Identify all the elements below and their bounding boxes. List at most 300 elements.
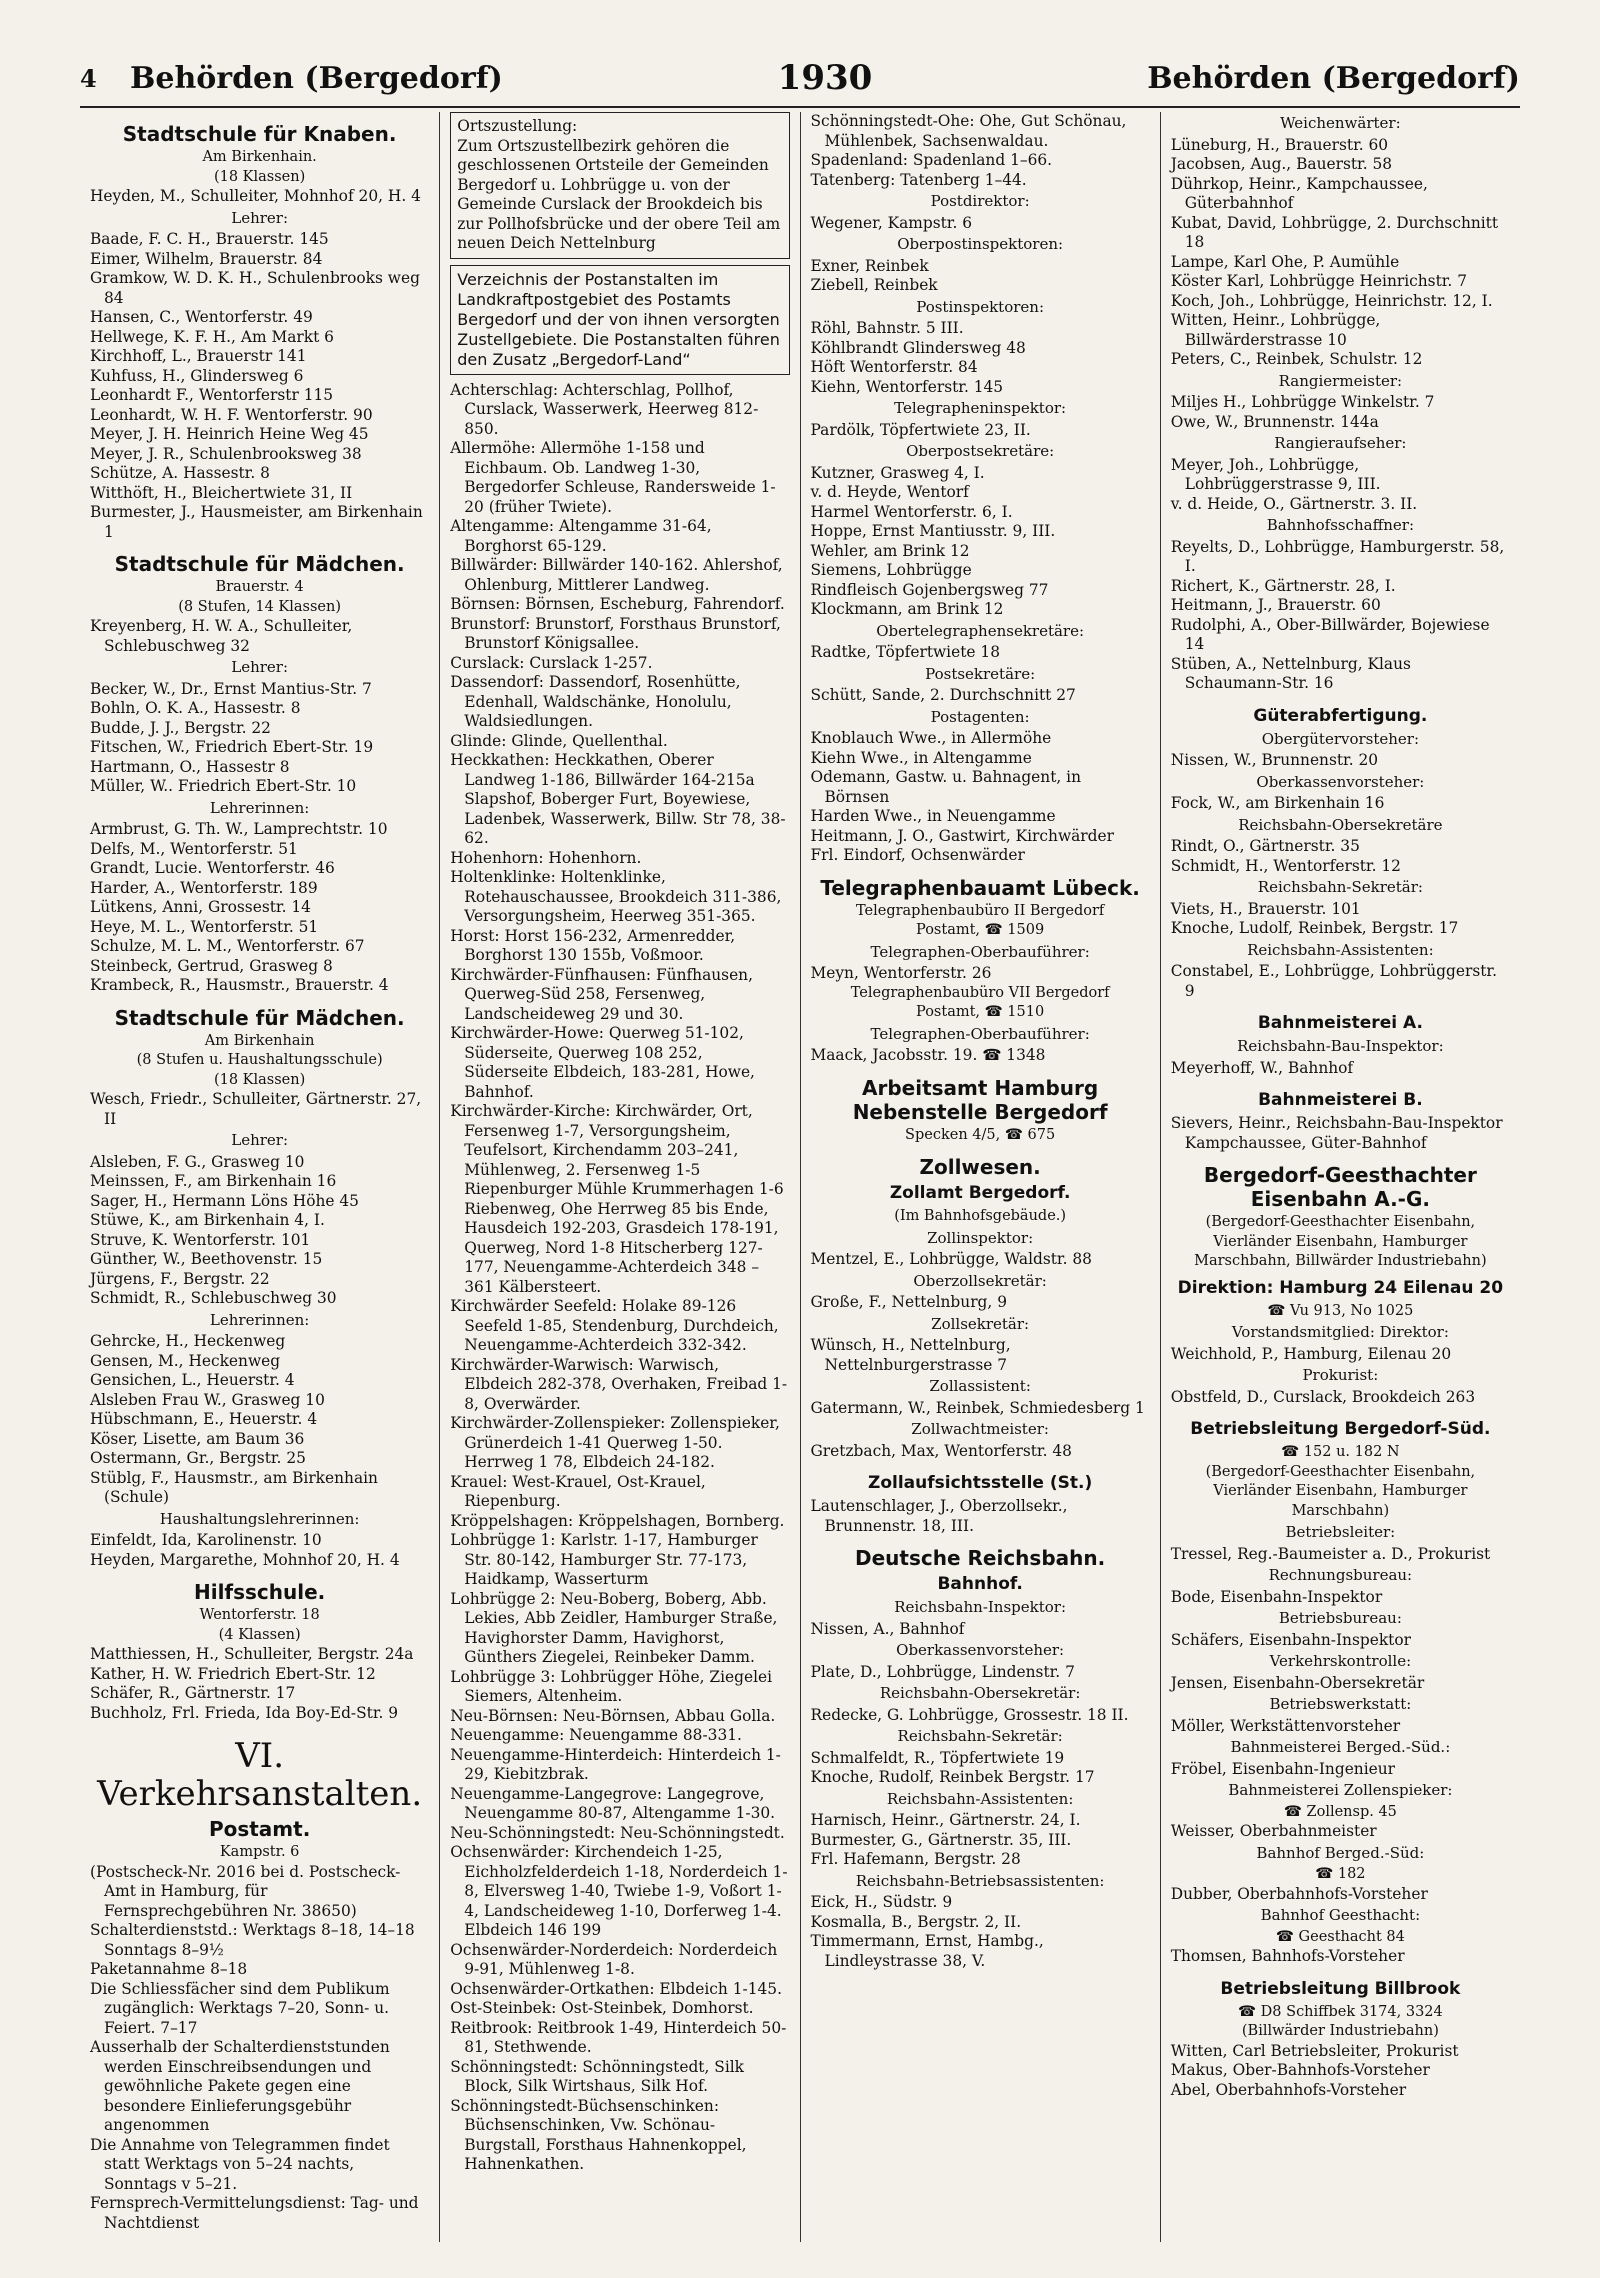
section-subtitle: Zollaufsichtsstelle (St.) [868, 1473, 1093, 1493]
directory-entry: Stüblg, F., Hausmstr., am Birkenhain (Schule) [90, 1468, 378, 1506]
directory-entry: Jacobsen, Aug., Bauerstr. 58 [1170, 155, 1393, 173]
directory-entry: Krambeck, R., Hausmstr., Brauerstr. 4 [90, 976, 389, 994]
entry-list [1171, 1885, 1510, 1905]
directory-entry: Köser, Lisette, am Baum 36 [90, 1429, 305, 1448]
entry-list [811, 1497, 1150, 1536]
directory-entry: Köhlbrandt Glindersweg 48 [810, 338, 1026, 357]
directory-entry: Lohbrügge 1: Karlstr. 1-17, Hamburger Str. 80-142, Hamburger Str. 77-173, Haidkamp, Wasserturm [450, 1531, 758, 1588]
section-title: Stadtschule für Mädchen. [114, 552, 405, 576]
directory-entry: Fröbel, Eisenbahn-Ingenieur [1170, 1759, 1396, 1778]
directory-entry: Klockmann, am Brink 12 [810, 600, 1004, 618]
directory-entry: Koch, Joh., Lohbrügge, Heinrichstr. 12, I. [1170, 291, 1493, 310]
directory-entry: Lohbrügge 2: Neu-Boberg, Boberg, Abb. Lekies, Abb Zeidler, Hamburger Straße, Havighorster Damm, Havighorst, Günthers Ziegelei, Reinbeker Damm. [450, 1589, 778, 1666]
role-label: Bahnhof Berged.-Süd: [1256, 1843, 1425, 1862]
section-title: Deutsche Reichsbahn. [855, 1546, 1106, 1570]
section-title: Stadtschule für Mädchen. [114, 1005, 405, 1030]
directory-entry: Wehler, am Brink 12 [810, 541, 970, 560]
role-label: Obertelegraphensekretäre: [876, 621, 1085, 640]
role-label: Lehrerinnen: [209, 1310, 310, 1329]
section-title: Betriebsleitung Billbrook [1220, 1978, 1461, 1999]
directory-entry: Dubber, Oberbahnhofs-Vorsteher [1170, 1884, 1428, 1903]
directory-entry: Kreyenberg, H. W. A., Schulleiter, Schlebuschweg 32 [90, 617, 353, 655]
role-label: Oberkassenvorsteher: [1256, 772, 1425, 791]
directory-entry: Allermöhe: Allermöhe 1-158 und Eichbaum. Ob. Landweg 1-30, Bergedorfer Schleuse, Randersweide 1-20 (früher Twiete). [450, 439, 776, 516]
directory-entry: Mentzel, E., Lohbrügge, Waldstr. 88 [810, 1250, 1092, 1268]
directory-entry: Weisser, Oberbahnmeister [1170, 1822, 1377, 1840]
role-label: Zollassistent: [929, 1377, 1031, 1395]
directory-entry: Hübschmann, E., Heuerstr. 4 [90, 1410, 318, 1428]
entry-list [1171, 1631, 1510, 1651]
postal-list-heading: Verzeichnis der Postanstalten im Landkraftpostgebiet des Postamts Bergedorf und der von ihnen versorgten Zustellgebiete. Die Postanstalten führen den Zusatz „Bergedorf-Land“ [450, 265, 789, 375]
directory-entry: Höft Wentorferstr. 84 [810, 358, 978, 376]
role-label: Zollinspektor: [927, 1228, 1034, 1247]
entry-list [90, 1863, 429, 2234]
directory-entry: Kirchwärder-Warwisch: Warwisch, Elbdeich 282-378, Overhaken, Freibad 1-8, Overwärder. [450, 1355, 788, 1413]
section-title: Bahnmeisterei B. [1258, 1090, 1423, 1110]
directory-entry: Kirchwärder-Kirche: Kirchwärder, Ort, Fersenweg 1-7, Versorgungsheim, Teufelsort, Kirchendamm 203–241, Mühlenweg, 2. Fersenweg 1-5 Riepenburger Mühle Krummerhagen 1-6 Riebenweg, Ohe Herrweg 85 bis Ende, Hausdeich 192-203, Grasdeich 178-191, Querweg, Nord 1-8 Hitscherberg 127-177, Neuengamme-Achterdeich 348 – 361 Kälbersteert. [450, 1102, 784, 1296]
directory-entry: Hoppe, Ernst Mantiusstr. 9, III. [810, 522, 1056, 540]
chapter-title: VI. Verkehrsanstalten. [97, 1736, 423, 1814]
directory-entry: Große, F., Nettelnburg, 9 [810, 1293, 1007, 1311]
directory-entry: Budde, J. J., Bergstr. 22 [90, 718, 271, 737]
directory-entry: v. d. Heyde, Wentorf [810, 483, 969, 501]
entry-list [90, 1153, 429, 1309]
directory-entry: Schäfers, Eisenbahn-Inspektor [1170, 1630, 1411, 1649]
directory-entry: Wünsch, H., Nettelnburg, Nettelnburgerstrasse 7 [810, 1336, 1011, 1374]
section-title: Bahnmeisterei A. [1257, 1013, 1423, 1033]
directory-entry: Leonhardt F., Wentorferstr 115 [90, 386, 334, 404]
section-info: (8 Stufen, 14 Klassen) [178, 598, 341, 615]
section-address: Wentorferstr. 18 [199, 1607, 320, 1623]
directory-entry: Constabel, E., Lohbrügge, Lohbrüggerstr. 9 [1170, 962, 1497, 1000]
directory-entry: Burmester, G., Gärtnerstr. 35, III. [810, 1830, 1072, 1849]
directory-entry: Schönningstedt: Schönningstedt, Silk Block, Silk Wirtshaus, Silk Hof. [450, 2057, 744, 2095]
directory-entry: Achterschlag: Achterschlag, Pollhof, Curslack, Wasserwerk, Heerweg 812-850. [450, 380, 759, 438]
role-label: Betriebsleiter: [1285, 1523, 1396, 1541]
entry-list [1171, 1947, 1510, 1967]
entry-list [1171, 962, 1510, 1001]
section-phone: ☎ Vu 913, No 1025 [1267, 1302, 1414, 1319]
directory-entry: Die Schliessfächer sind dem Publikum zugänglich: Werktags 7–20, Sonn- u. Feiert. 7–17 [90, 1979, 390, 2037]
section-info: (Bergedorf-Geesthachter Eisenbahn, Vierländer Eisenbahn, Hamburger Marschbahn, Billwärder Industriebahn) [1194, 1214, 1487, 1269]
directory-entry: Neu-Börnsen: Neu-Börnsen, Abbau Golla. [450, 1706, 776, 1725]
directory-entry: Harden Wwe., in Neuengamme [810, 807, 1056, 825]
directory-entry: Hohenhorn: Hohenhorn. [450, 848, 642, 867]
role-label: Rangiermeister: [1278, 371, 1403, 390]
role-label: Rangieraufseher: [1274, 434, 1407, 452]
directory-entry: Schmidt, H., Wentorferstr. 12 [1170, 856, 1401, 875]
role-label: Bahnmeisterei Zollenspieker: [1228, 1781, 1453, 1799]
directory-entry: Witten, Heinr., Lohbrügge, Billwärderstrasse 10 [1170, 311, 1381, 349]
section-phone: Postamt, ☎ 1510 [916, 1004, 1045, 1020]
section-info: (Im Bahnhofsgebäude.) [894, 1208, 1067, 1224]
column-1 [80, 112, 439, 2242]
role-label: Reichsbahn-Assistenten: [886, 1789, 1074, 1808]
section-phone: ☎ Zollensp. 45 [1283, 1803, 1397, 1820]
role-label: Reichsbahn-Assistenten: [1247, 940, 1434, 959]
directory-entry: Gehrcke, H., Heckenweg [90, 1332, 286, 1350]
role-label: Oberpostsekretäre: [906, 442, 1055, 460]
directory-entry: Witthöft, H., Bleichertwiete 31, II [90, 483, 353, 502]
role-label: Bahnhof Geesthacht: [1260, 1906, 1421, 1924]
entry-list [811, 1293, 1150, 1313]
directory-entry: Knoblauch Wwe., in Allermöhe [810, 729, 1052, 747]
role-label: Rechnungsbureau: [1268, 1566, 1413, 1584]
section-subtitle: Zollamt Bergedorf. [889, 1183, 1071, 1203]
directory-entry: Kröppelshagen: Kröppelshagen, Bornberg. [450, 1511, 785, 1530]
directory-entry: Reyelts, D., Lohbrügge, Hamburgerstr. 58, I. [1170, 537, 1505, 575]
directory-entry: Owe, W., Brunnenstr. 144a [1170, 412, 1379, 431]
directory-entry: Gramkow, W. D. K. H., Schulenbrooks weg 84 [90, 269, 420, 307]
directory-entry: Siemens, Lohbrügge [810, 561, 972, 579]
directory-entry: Schulze, M. L. M., Wentorferstr. 67 [90, 937, 365, 955]
notice-box [450, 112, 789, 259]
directory-entry: Kubat, David, Lohbrügge, 2. Durchschnitt 18 [1170, 213, 1499, 251]
directory-entry: Nissen, W., Brunnenstr. 20 [1170, 751, 1379, 769]
entry-list [811, 1620, 1150, 1640]
directory-entry: Ausserhalb der Schalterdienststunden werden Einschreibsendungen und gewöhnliche Pakete gegen eine besondere Einlieferungsgebühr angenommen [90, 2038, 390, 2134]
role-label: Zollwachtmeister: [911, 1420, 1049, 1438]
directory-entry: Wegener, Kampstr. 6 [810, 213, 973, 232]
directory-entry: Lampe, Karl Ohe, P. Aumühle [1170, 252, 1400, 271]
directory-entry: Grandt, Lucie. Wentorferstr. 46 [90, 859, 335, 877]
directory-entry: Brunstorf: Brunstorf, Forsthaus Brunstorf, Brunstorf Königsallee. [450, 614, 781, 652]
directory-entry: Gretzbach, Max, Wentorferstr. 48 [810, 1441, 1072, 1460]
directory-entry: Köster Karl, Lohbrügge Heinrichstr. 7 [1170, 272, 1468, 290]
directory-entry: Kather, H. W. Friedrich Ebert-Str. 12 [90, 1664, 376, 1683]
role-label: Reichsbahn-Sekretär: [897, 1727, 1063, 1745]
directory-entry: Matthiessen, H., Schulleiter, Bergstr. 24a [90, 1645, 414, 1663]
section-address: Kampstr. 6 [219, 1844, 300, 1860]
directory-entry: Exner, Reinbek [810, 256, 929, 275]
directory-entry: Gatermann, W., Reinbek, Schmiedesberg 1 [810, 1398, 1145, 1417]
role-label: Betriebswerkstatt: [1269, 1695, 1412, 1713]
directory-entry: Sievers, Heinr., Reichsbahn-Bau-Inspektor Kampchaussee, Güter-Bahnhof [1170, 1114, 1503, 1152]
directory-entry: Knoche, Ludolf, Reinbek, Bergstr. 17 [1170, 919, 1459, 937]
directory-entry: Ochsenwärder: Kirchendeich 1-25, Eichholzfelderdeich 1-18, Norderdeich 1-8, Elversweg 1-40, Twiebe 1-9, Voßort 1-4, Landscheideweg 1-10, Dorferweg 1-4. Elbdeich 146 199 [450, 1843, 788, 1939]
directory-entry: Ochsenwärder-Ortkathen: Elbdeich 1-145. [450, 1979, 782, 1998]
directory-entry: Bode, Eisenbahn-Inspektor [1170, 1587, 1383, 1606]
directory-entry: Heyden, Margarethe, Mohnhof 20, H. 4 [90, 1550, 400, 1569]
directory-entry: Schütt, Sande, 2. Durchschnitt 27 [810, 686, 1076, 704]
entry-list [1171, 1059, 1510, 1079]
entry-list [1171, 837, 1510, 876]
entry-list [1171, 538, 1510, 694]
entry-list [811, 112, 1150, 190]
entry-list [1171, 1760, 1510, 1780]
directory-entry: Wesch, Friedr., Schulleiter, Gärtnerstr. 27, II [90, 1090, 422, 1128]
directory-entry: Baade, F. C. H., Brauerstr. 145 [90, 230, 329, 248]
directory-entry: Lautenschlager, J., Oberzollsekr., Brunnenstr. 18, III. [810, 1497, 1068, 1535]
role-label: Reichsbahn-Sekretär: [1257, 878, 1423, 896]
directory-entry: Buchholz, Frl. Frieda, Ida Boy-Ed-Str. 9 [90, 1703, 399, 1722]
directory-entry: Neuengamme: Neuengamme 88-331. [450, 1726, 742, 1744]
directory-entry: Thomsen, Bahnhofs-Vorsteher [1170, 1947, 1405, 1965]
entry-list [1171, 456, 1510, 515]
directory-entry: Börnsen: Börnsen, Escheburg, Fahrendorf. [450, 595, 785, 613]
entry-list [90, 1332, 429, 1508]
directory-entry: Schütze, A. Hassestr. 8 [90, 464, 270, 482]
directory-entry: Hartmann, O., Hassestr 8 [90, 757, 290, 776]
directory-entry: Meinssen, F., am Birkenhain 16 [90, 1172, 337, 1190]
entry-list [1171, 1345, 1510, 1365]
entry-list [90, 1645, 429, 1723]
section-address: Am Birkenhain [204, 1032, 315, 1049]
directory-entry: Reitbrook: Reitbrook 1-49, Hinterdeich 50-81, Stethwende. [450, 2018, 787, 2056]
section-address: Specken 4/5, ☎ 675 [905, 1126, 1056, 1143]
directory-entry: Viets, H., Brauerstr. 101 [1170, 899, 1361, 918]
directory-entry: Witten, Carl Betriebsleiter, Prokurist [1170, 2041, 1459, 2060]
entry-list [90, 680, 429, 797]
entry-list [450, 381, 789, 2175]
entry-list [811, 1399, 1150, 1419]
role-label: Postinspektoren: [916, 297, 1045, 316]
directory-entry: Frl. Eindorf, Ochsenwärder [810, 846, 1025, 864]
section-title: Hilfsschule. [193, 1580, 326, 1604]
directory-entry: Tatenberg: Tatenberg 1–44. [810, 170, 1027, 189]
directory-entry: Alsleben Frau W., Grasweg 10 [90, 1390, 325, 1409]
notice-text: Zum Ortszustellbezirk gehören die geschlossenen Ortsteile der Gemeinden Bergedorf u. Lohbrügge u. von der Gemeinde Curslack der Brookdeich bis zur Pollhofsbrücke und der obere Teil am neuen Deich Nettelnburg [457, 136, 781, 252]
directory-entry: Weichhold, P., Hamburg, Eilenau 20 [1170, 1344, 1452, 1363]
role-label: Lehrerinnen: [209, 798, 310, 817]
role-label: Oberzollsekretär: [913, 1271, 1047, 1290]
directory-entry: Maack, Jacobsstr. 19. ☎ 1348 [810, 1046, 1046, 1064]
role-label: Vorstandsmitglied: Direktor: [1231, 1323, 1449, 1341]
role-label: Lehrer: [231, 208, 289, 227]
directory-entry: Lohbrügge 3: Lohbrügger Höhe, Ziegelei Siemers, Altenheim. [450, 1667, 773, 1705]
role-label: Oberkassenvorsteher: [896, 1641, 1065, 1659]
directory-entry: Frl. Hafemann, Bergstr. 28 [810, 1850, 1021, 1868]
directory-entry: Bohln, O. K. A., Hassestr. 8 [90, 699, 301, 717]
directory-entry: Einfeldt, Ida, Karolinenstr. 10 [90, 1531, 322, 1549]
entry-list [1171, 794, 1510, 814]
entry-list [90, 820, 429, 996]
directory-entry: Timmermann, Ernst, Hambg., Lindleystrasse 38, V. [810, 1932, 1044, 1970]
directory-entry: Harder, A., Wentorferstr. 189 [90, 878, 318, 897]
directory-entry: (Postscheck-Nr. 2016 bei d. Postscheck-Amt in Hamburg, für Fernsprechgebühren Nr. 38650) [90, 1862, 401, 1920]
directory-entry: Glinde: Glinde, Quellenthal. [450, 731, 668, 750]
entry-list [1171, 1545, 1510, 1565]
directory-entry: Pardölk, Töpfertwiete 23, II. [810, 420, 1031, 439]
entry-list [811, 964, 1150, 984]
directory-entry: Armbrust, G. Th. W., Lamprechtstr. 10 [90, 820, 388, 838]
directory-entry: Müller, W.. Friedrich Ebert-Str. 10 [90, 777, 357, 795]
section-address: Am Birkenhain. [202, 149, 317, 165]
directory-entry: Burmester, J., Hausmeister, am Birkenhain 1 [90, 503, 423, 541]
header-year: 1930 [777, 58, 873, 98]
directory-entry: Schönningstedt-Büchsenschinken: Büchsenschinken, Vw. Schönau-Burgstall, Forsthaus Hahnenkoppel, Hahnenkathen. [450, 2096, 747, 2173]
directory-entry: Jensen, Eisenbahn-Obersekretär [1170, 1673, 1425, 1692]
directory-entry: Billwärder: Billwärder 140-162. Ahlershof, Ohlenburg, Mittlerer Landweg. [450, 556, 783, 594]
role-label: Reichsbahn-Obersekretär: [879, 1684, 1081, 1702]
entry-list [811, 1336, 1150, 1375]
section-subtitle: Bahnhof. [937, 1574, 1023, 1594]
role-label: Zollsekretär: [931, 1314, 1030, 1333]
role-label: Verkehrskontrolle: [1269, 1652, 1412, 1670]
directory-entry: Rindfleisch Gojenbergsweg 77 [810, 580, 1049, 599]
directory-entry: Meyer, Joh., Lohbrügge, Lohbrüggerstrasse 9, III. [1170, 455, 1381, 493]
entry-list [811, 1811, 1150, 1870]
directory-entry: Meyn, Wentorferstr. 26 [810, 964, 992, 982]
directory-entry: Ost-Steinbek: Ost-Steinbek, Domhorst. [450, 1999, 754, 2017]
notice-label: Ortszustellung: [457, 117, 578, 135]
role-label: Bahnhofsschaffner: [1266, 516, 1415, 534]
directory-entry: Alsleben, F. G., Grasweg 10 [90, 1152, 305, 1171]
entry-list [1171, 1822, 1510, 1842]
entry-list [1171, 136, 1510, 370]
role-label: Weichenwärter: [1280, 114, 1401, 132]
directory-entry: Sager, H., Hermann Löns Höhe 45 [90, 1191, 359, 1210]
directory-entry: Ochsenwärder-Norderdeich: Norderdeich 9-91, Mühlenweg 1-8. [450, 1940, 778, 1978]
directory-entry: Becker, W., Dr., Ernst Mantius-Str. 7 [90, 679, 372, 698]
role-label: Lehrer: [231, 658, 289, 676]
role-label: Reichsbahn-Obersekretäre [1238, 815, 1443, 834]
section-title: Bergedorf-Geesthachter Eisenbahn A.-G. [1203, 1163, 1477, 1211]
column-4 [1160, 112, 1520, 2242]
directory-entry: Kirchwärder-Fünfhausen: Fünfhausen, Querweg-Süd 258, Fersenweg, Landscheideweg 29 und 30. [450, 965, 753, 1023]
directory-entry: Ziebell, Reinbek [810, 276, 938, 294]
directory-entry: Heitmann, J., Brauerstr. 60 [1170, 596, 1381, 614]
page-header [80, 50, 1520, 108]
directory-entry: Schmidt, R., Schlebuschweg 30 [90, 1289, 337, 1307]
directory-entry: Kiehn Wwe., in Altengamme [810, 748, 1032, 767]
section-title: Zollwesen. [919, 1155, 1041, 1179]
role-label: Obergütervorsteher: [1261, 729, 1420, 748]
directory-entry: Jürgens, F., Bergstr. 22 [90, 1269, 270, 1288]
directory-entry: Radtke, Töpfertwiete 18 [810, 643, 1000, 661]
directory-entry: Kutzner, Grasweg 4, I. [810, 463, 985, 482]
entry-list [811, 1046, 1150, 1066]
directory-entry: Kirchwärder-Zollenspieker: Zollenspieker, Grünerdeich 1-41 Querweg 1-50. Herrweg 1 78, Elbdeich 24-182. [450, 1414, 780, 1471]
entry-list [811, 729, 1150, 866]
directory-entry: Harmel Wentorferstr. 6, I. [810, 502, 1013, 521]
directory-entry: Paketannahme 8–18 [90, 1960, 248, 1978]
directory-entry: Stüwe, K., am Birkenhain 4, I. [90, 1211, 325, 1229]
column-2 [439, 112, 799, 2242]
directory-entry: Hellwege, K. F. H., Am Markt 6 [90, 327, 334, 346]
column-3 [800, 112, 1160, 2242]
directory-entry: Richert, K., Gärtnerstr. 28, I. [1170, 576, 1396, 595]
directory-entry: Meyerhoff, W., Bahnhof [1170, 1058, 1354, 1077]
section-info: Telegraphenbaubüro VII Bergedorf [850, 984, 1110, 1001]
entry-list [1171, 751, 1510, 771]
directory-entry: Günther, W., Beethovenstr. 15 [90, 1250, 323, 1268]
directory-entry: Möller, Werkstättenvorsteher [1170, 1716, 1401, 1735]
entry-list [811, 643, 1150, 663]
role-label: Betriebsbureau: [1278, 1609, 1402, 1627]
directory-entry: Nissen, A., Bahnhof [810, 1619, 965, 1638]
directory-entry: Harnisch, Heinr., Gärtnerstr. 24, I. [810, 1811, 1081, 1829]
section-title: Postamt. [208, 1817, 311, 1841]
directory-entry: Plate, D., Lohbrügge, Lindenstr. 7 [810, 1662, 1075, 1681]
role-label: Bahnmeisterei Berged.-Süd.: [1230, 1738, 1451, 1756]
entry-list [1171, 393, 1510, 432]
entry-list [811, 1250, 1150, 1270]
section-phone: ☎ 182 [1315, 1866, 1366, 1882]
entry-list [1171, 1388, 1510, 1408]
entry-list [90, 230, 429, 542]
header-title-right: Behörden (Bergedorf) [1147, 60, 1520, 96]
entry-list [811, 686, 1150, 706]
directory-entry: Obstfeld, D., Curslack, Brookdeich 263 [1170, 1387, 1476, 1406]
section-info: (18 Klassen) [213, 1071, 306, 1088]
directory-entry: Miljes H., Lohbrügge Winkelstr. 7 [1170, 393, 1435, 411]
directory-entry: Dassendorf: Dassendorf, Rosenhütte, Edenhall, Waldschänke, Honolulu, Waldsiedlungen. [450, 673, 741, 730]
directory-entry: Gensichen, L., Heuerstr. 4 [90, 1371, 295, 1389]
section-phone: ☎ 152 u. 182 N [1281, 1444, 1400, 1460]
role-label: Reichsbahn-Bau-Inspektor: [1237, 1037, 1444, 1055]
role-label: Prokurist: [1302, 1366, 1379, 1384]
section-info: (Bergedorf-Geesthachter Eisenbahn, Vierländer Eisenbahn, Hamburger Marschbahn) [1205, 1463, 1476, 1519]
directory-entry: Fitschen, W., Friedrich Ebert-Str. 19 [90, 738, 374, 756]
directory-entry: Meyer, J. R., Schulenbrooksweg 38 [90, 444, 362, 463]
section-info: Telegraphenbaubüro II Bergedorf [855, 902, 1105, 919]
page-number: 4 [80, 63, 97, 93]
entry-list [811, 319, 1150, 397]
section-subtitle: Direktion: Hamburg 24 Eilenau 20 [1177, 1277, 1504, 1298]
entry-list [811, 257, 1150, 296]
entry-list [1171, 1674, 1510, 1694]
directory-entry: Altengamme: Altengamme 31-64, Borghorst 65-129. [450, 517, 712, 555]
entry-list [811, 1706, 1150, 1726]
directory-entry: Lütkens, Anni, Grossestr. 14 [90, 898, 311, 916]
section-info: (4 Klassen) [218, 1626, 301, 1643]
directory-entry: Holtenklinke: Holtenklinke, Rotehauschaussee, Brookdeich 311-386, Versorgungsheim, Heerweg 351-365. [450, 868, 782, 925]
section-title: Stadtschule für Knaben. [122, 122, 397, 146]
directory-entry: Spadenland: Spadenland 1–66. [810, 151, 1053, 169]
section-info: (8 Stufen u. Haushaltungsschule) [136, 1052, 383, 1068]
directory-entry: Kosmalla, B., Bergstr. 2, II. [810, 1912, 1022, 1931]
entry-list [1171, 1588, 1510, 1608]
entry-list [90, 1531, 429, 1570]
directory-entry: Heitmann, J. O., Gastwirt, Kirchwärder [810, 826, 1114, 845]
directory-entry: Ostermann, Gr., Bergstr. 25 [90, 1449, 306, 1467]
entry-list [811, 1749, 1150, 1788]
directory-entry: Rindt, O., Gärtnerstr. 35 [1170, 837, 1360, 855]
columns [80, 112, 1520, 2242]
directory-entry: Abel, Oberbahnhofs-Vorsteher [1170, 2080, 1407, 2099]
directory-entry: Fock, W., am Birkenhain 16 [1170, 794, 1385, 812]
role-label: Postsekretäre: [925, 664, 1036, 683]
role-label: Telegraphen-Oberbauführer: [870, 1024, 1090, 1043]
directory-entry: Odemann, Gastw. u. Bahnagent, in Börnsen [810, 768, 1081, 806]
role-label: Haushaltungslehrerinnen: [159, 1509, 360, 1528]
directory-entry: Neuengamme-Hinterdeich: Hinterdeich 1-29, Kiebitzbrak. [450, 1745, 781, 1783]
header-title-left: Behörden (Bergedorf) [130, 60, 503, 96]
directory-entry: Knoche, Rudolf, Reinbek Bergstr. 17 [810, 1768, 1095, 1786]
directory-entry: Heyden, M., Schulleiter, Mohnhof 20, H. 4 [90, 187, 421, 205]
directory-entry: Curslack: Curslack 1-257. [450, 653, 653, 672]
role-label: Telegrapheninspektor: [894, 399, 1067, 417]
directory-entry: Röhl, Bahnstr. 5 III. [810, 319, 964, 337]
section-title: Güterabfertigung. [1253, 705, 1428, 726]
section-address: Brauerstr. 4 [215, 579, 304, 595]
directory-entry: Steinbeck, Gertrud, Grasweg 8 [90, 956, 333, 975]
section-title: Telegraphenbauamt Lübeck. [820, 875, 1140, 900]
section-phone: ☎ Geesthacht 84 [1275, 1928, 1405, 1945]
directory-entry: Rudolphi, A., Ober-Billwärder, Bojewiese 14 [1170, 615, 1490, 653]
role-label: Oberpostinspektoren: [897, 235, 1064, 253]
directory-entry: Dührkop, Heinr., Kampchaussee, Güterbahnhof [1170, 174, 1428, 212]
directory-entry: Krauel: West-Krauel, Ost-Krauel, Riepenburg. [450, 1472, 706, 1510]
directory-entry: Gensen, M., Heckenweg [90, 1351, 281, 1370]
directory-entry: Stüben, A., Nettelnburg, Klaus Schaumann-Str. 16 [1170, 654, 1411, 692]
directory-entry: Makus, Ober-Bahnhofs-Vorsteher [1170, 2061, 1430, 2079]
directory-entry: Eick, H., Südstr. 9 [810, 1893, 953, 1911]
directory-entry: Neu-Schönningstedt: Neu-Schönningstedt. [450, 1823, 785, 1842]
section-phone: Postamt, ☎ 1509 [916, 922, 1045, 938]
directory-entry: Kuhfuss, H., Glindersweg 6 [90, 366, 304, 385]
